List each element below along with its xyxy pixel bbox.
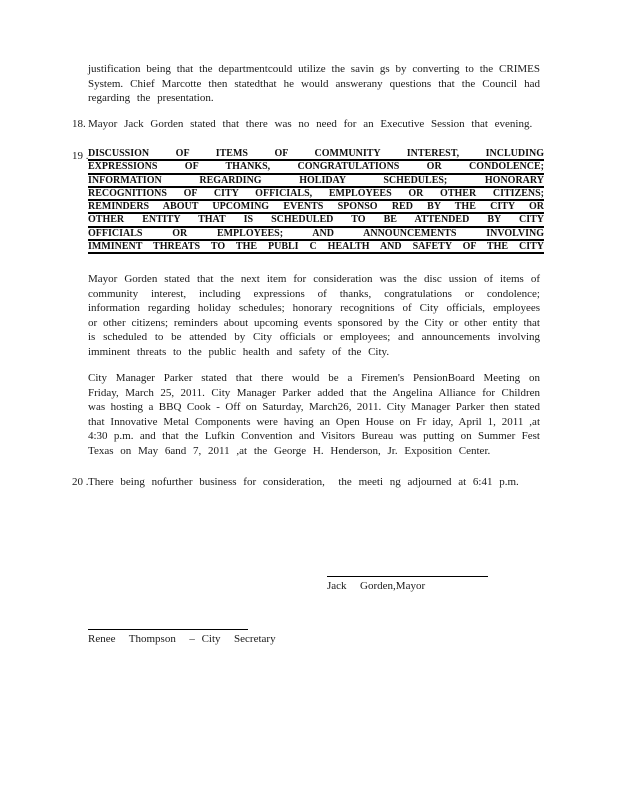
- paragraph-justification: [88, 62, 540, 106]
- paragraph-mayor-gorden: [88, 272, 540, 359]
- signature-line-secretary: [88, 629, 248, 630]
- signature-line-mayor: [327, 576, 488, 577]
- text-line: Friday, March 25, 2011. City Manager Parker added that the Angelina Alliance for Children: [88, 386, 540, 399]
- item-20-text: There being nofurther business for consideration, the meeti ng adjourned at 6:41 p.m.: [88, 476, 519, 488]
- text-line: IMMINENT THREATS TO THE PUBLI C HEALTH AND SAFETY OF THE CITY: [88, 241, 544, 254]
- text-line: information regarding holiday schedules; honorary recognitions of City officials, employees: [88, 302, 540, 314]
- paragraph-city-manager: [88, 371, 540, 458]
- text-line: System. Chief Marcotte then statedthat he would answerany questions that the Council had: [88, 77, 540, 90]
- signature-secretary-name: Renee Thompson – City Secretary: [88, 633, 276, 645]
- item-20-number: 20 .: [72, 476, 89, 488]
- text-line: RECOGNITIONS OF CITY OFFICIALS, EMPLOYEES OR OTHER CITIZENS;: [88, 188, 544, 201]
- text-line: City Manager Parker stated that there would be a Firemen's PensionBoard Meeting on: [88, 372, 540, 384]
- text-line: community interest, including expressions of thanks, congratulations or condolence;: [88, 287, 540, 300]
- text-line: was hosting a BBQ Cook - Off on Saturday, March26, 2011. City Manager Parker then stated: [88, 401, 540, 413]
- text-line: EXPRESSIONS OF THANKS, CONGRATULATIONS OR CONDOLENCE;: [88, 161, 544, 174]
- text-line: that Innovative Metal Components were having an Open House on Fr iday, April 1, 2011 ,at: [88, 415, 540, 428]
- item-19-heading-block: [88, 148, 544, 254]
- text-line: Mayor Gorden stated that the next item for consideration was the disc ussion of items of: [88, 273, 540, 285]
- text-line: 4:30 p.m. and that the Lufkin Convention and Visitors Bureau was putting on Summer Fest: [88, 430, 540, 442]
- text-line: regarding the presentation.: [88, 92, 214, 104]
- item-18-text: Mayor Jack Gorden stated that there was no need for an Executive Session that evening.: [88, 118, 533, 130]
- text-line: is scheduled to be attended by City officials or employees; and announcements involving: [88, 331, 540, 343]
- text-line: imminent threats to the public health and safety of the City.: [88, 345, 390, 358]
- text-line: Texas on May 6and 7, 2011 ,at the George H. Henderson, Jr. Exposition Center.: [88, 444, 491, 457]
- text-line: justification being that the departmentcould utilize the savin gs by converting to the CRIMES: [88, 63, 540, 75]
- text-line: DISCUSSION OF ITEMS OF COMMUNITY INTEREST, INCLUDING: [88, 148, 544, 161]
- item-18-number: 18.: [72, 118, 86, 130]
- item-19-number: 19 .: [72, 150, 89, 162]
- text-line: OFFICIALS OR EMPLOYEES; AND ANNOUNCEMENTS INVOLVING: [88, 228, 544, 241]
- text-line: INFORMATION REGARDING HOLIDAY SCHEDULES; HONORARY: [88, 175, 544, 188]
- text-line: OTHER ENTITY THAT IS SCHEDULED TO BE ATTENDED BY CITY: [88, 214, 544, 227]
- signature-mayor-name: Jack Gorden,Mayor: [327, 580, 426, 592]
- text-line: REMINDERS ABOUT UPCOMING EVENTS SPONSO RED BY THE CITY OR: [88, 201, 544, 214]
- text-line: or other citizens; reminders about upcoming events sponsored by the City or other entity that: [88, 316, 540, 329]
